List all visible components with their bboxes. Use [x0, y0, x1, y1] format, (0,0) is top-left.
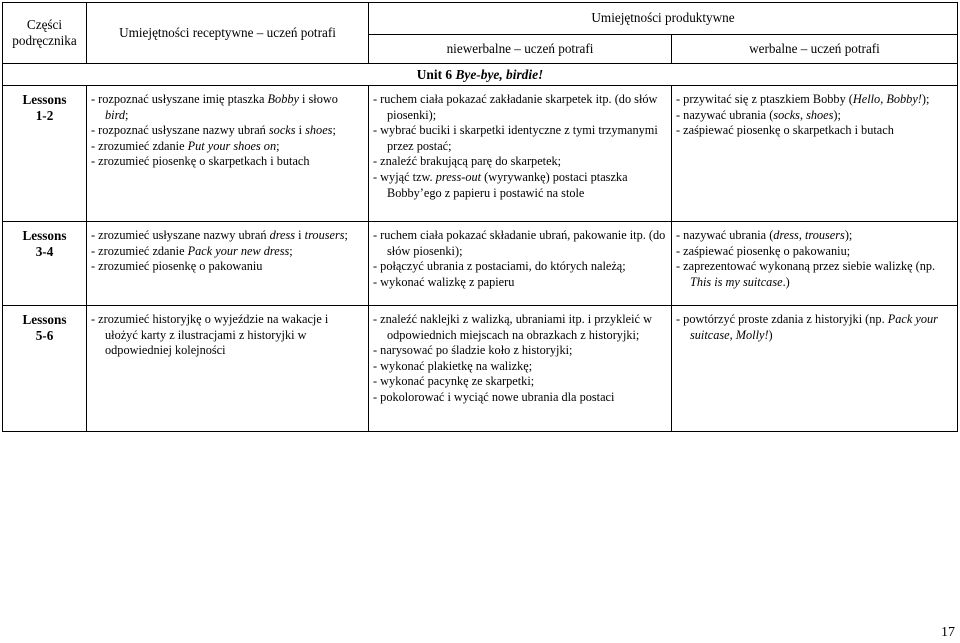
verbal-list	[676, 312, 953, 343]
italic-term: socks	[268, 123, 296, 138]
list-item: - przywitać się z ptaszkiem Bobby (Hello, Bobby!);	[676, 92, 930, 106]
header-book-parts	[3, 3, 87, 64]
lesson-cell	[3, 306, 87, 432]
lesson-label: Lessons	[22, 312, 67, 327]
list-item: - nazywać ubrania (dress, trousers);	[676, 228, 853, 242]
list-item: - wykonać pacynkę ze skarpetki;	[373, 374, 535, 389]
receptive-list	[91, 312, 364, 359]
curriculum-table	[2, 2, 958, 432]
italic-term: shoes	[305, 123, 333, 138]
lesson-range: 1-2	[35, 108, 54, 123]
header-book-parts-text: Części podręcznika	[12, 17, 77, 48]
list-item: - znaleźć naklejki z walizką, ubraniami itp. i przykleić w odpowiednich miejscach na obrazkach z historyjki;	[373, 312, 652, 342]
verbal-list	[676, 228, 953, 290]
list-item: - rozpoznać usłyszane imię ptaszka Bobby i słowo bird;	[91, 92, 338, 122]
list-item: - połączyć ubrania z postaciami, do których należą;	[373, 259, 626, 274]
header-nonverbal: niewerbalne – uczeń potrafi	[369, 34, 672, 63]
receptive-list	[91, 228, 364, 275]
list-item: - zrozumieć zdanie Put your shoes on;	[91, 138, 280, 153]
italic-term: Hello, Bobby!	[852, 92, 922, 106]
list-item: - zrozumieć zdanie Pack your new dress;	[91, 243, 293, 258]
list-item: - wybrać buciki i skarpetki identyczne z tymi trzymanymi przez postać;	[373, 123, 658, 153]
header-receptive: Umiejętności receptywne – uczeń potrafi	[87, 3, 369, 64]
lesson-row	[3, 86, 958, 222]
list-item: - pokolorować i wyciąć nowe ubrania dla postaci	[373, 389, 615, 404]
list-item: - ruchem ciała pokazać zakładanie skarpetek itp. (do słów piosenki);	[373, 92, 658, 122]
list-item: - wykonać plakietkę na walizkę;	[373, 358, 533, 373]
page-number: 17	[941, 625, 955, 640]
lesson-row	[3, 306, 958, 432]
nonverbal-list	[373, 92, 667, 201]
list-item: - wykonać walizkę z papieru	[373, 274, 515, 289]
list-item: - ruchem ciała pokazać składanie ubrań, pakowanie itp. (do słów piosenki);	[373, 228, 666, 258]
lesson-cell	[3, 222, 87, 306]
italic-term: bird	[105, 107, 126, 122]
italic-term: dress	[269, 228, 296, 242]
lesson-cell	[3, 86, 87, 222]
list-item: - narysować po śladzie koło z historyjki;	[373, 343, 573, 358]
italic-term: Pack your suitcase, Molly!	[690, 312, 938, 342]
list-item: - powtórzyć proste zdania z historyjki (np. Pack your suitcase, Molly!)	[676, 312, 938, 342]
italic-term: trousers	[304, 228, 345, 242]
italic-term: Pack your new dress	[187, 243, 290, 258]
italic-term: trousers	[804, 228, 845, 242]
lesson-label: Lessons	[22, 228, 67, 243]
receptive-list	[91, 92, 364, 170]
list-item: - zrozumieć piosenkę o skarpetkach i butach	[91, 154, 310, 169]
lesson-row	[3, 222, 958, 306]
list-item: - rozpoznać usłyszane nazwy ubrań socks i shoes;	[91, 123, 336, 138]
lesson-range: 3-4	[35, 244, 54, 259]
italic-term: shoes	[806, 107, 834, 122]
list-item: - zaprezentować wykonaną przez siebie walizkę (np. This is my suitcase.)	[676, 259, 936, 289]
verbal-list	[676, 92, 953, 139]
italic-term: press-out	[435, 169, 482, 184]
lesson-range: 5-6	[35, 328, 54, 343]
list-item: - znaleźć brakującą parę do skarpetek;	[373, 154, 562, 169]
list-item: - nazywać ubrania (socks, shoes);	[676, 107, 841, 122]
list-item: - zrozumieć historyjkę o wyjeździe na wakacje i ułożyć karty z ilustracjami z historyjki w odpowiedniej kolejności	[91, 312, 329, 358]
nonverbal-list	[373, 228, 667, 290]
header-productive: Umiejętności produktywne	[369, 3, 958, 35]
lesson-label: Lessons	[22, 92, 67, 107]
header-verbal: werbalne – uczeń potrafi	[672, 34, 958, 63]
list-item: - zaśpiewać piosenkę o skarpetkach i butach	[676, 123, 894, 138]
italic-term: dress	[773, 228, 799, 242]
italic-term: Put your shoes on	[187, 138, 277, 153]
nonverbal-list	[373, 312, 667, 406]
list-item: - zaśpiewać piosenkę o pakowaniu;	[676, 243, 851, 258]
italic-term: Bobby	[267, 92, 299, 106]
unit-name: Bye-bye, birdie!	[455, 66, 544, 82]
list-item: - zrozumieć piosenkę o pakowaniu	[91, 259, 263, 274]
italic-term: This is my suitcase	[690, 274, 783, 289]
list-item: - wyjąć tzw. press-out (wyrywankę) postaci ptaszka Bobby’ego z papieru i postawić na stole	[373, 169, 628, 200]
list-item: - zrozumieć usłyszane nazwy ubrań dress i trousers;	[91, 228, 348, 242]
italic-term: socks	[773, 107, 800, 122]
unit-title	[3, 64, 958, 86]
unit-prefix: Unit 6	[416, 66, 456, 82]
